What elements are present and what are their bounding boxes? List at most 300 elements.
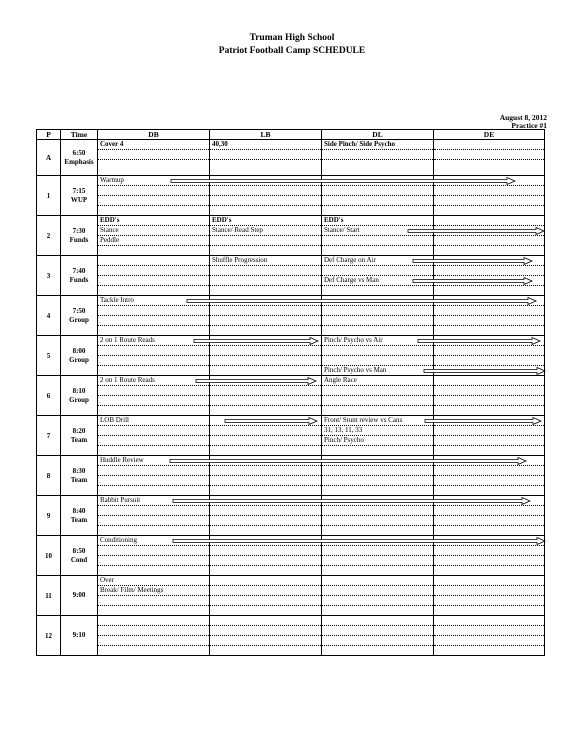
cell-line: 2 on 1 Route Reads (98, 336, 209, 346)
cell-line: Def Charge vs Man (322, 276, 433, 286)
cell-line: Stance/ Read Step (210, 226, 321, 236)
cell-line (322, 566, 433, 575)
cell-line (210, 486, 321, 495)
cell-line (322, 176, 433, 186)
col-header-dl: DL (322, 130, 434, 140)
cell-de (434, 176, 545, 216)
school-name: Truman High School (249, 33, 335, 43)
cell-line (434, 216, 544, 226)
cell-line (210, 196, 321, 206)
cell-line (434, 416, 544, 426)
cell-line (210, 546, 321, 556)
cell-line (322, 526, 433, 535)
cell-de (434, 296, 545, 336)
cell-line (322, 616, 433, 626)
cell-line (210, 446, 321, 455)
period-cell: 7 (37, 416, 61, 456)
practice-number: Practice #1 (511, 121, 547, 130)
cell-line (98, 346, 209, 356)
cell-line (210, 496, 321, 506)
table-row (37, 216, 545, 256)
cell-line (210, 396, 321, 406)
cell-line (322, 476, 433, 486)
table-row (37, 376, 545, 416)
cell-line (434, 150, 544, 160)
cell-line (210, 596, 321, 606)
cell-line (434, 566, 544, 575)
time-value: 7:40 (72, 266, 86, 275)
cell-line (210, 336, 321, 346)
col-header-lb: LB (210, 130, 322, 140)
cell-line (210, 326, 321, 335)
table-row (37, 140, 545, 176)
cell-de (434, 536, 545, 576)
time-label: Funds (69, 235, 89, 244)
cell-line (434, 486, 544, 495)
table-row (37, 176, 545, 216)
cell-line (434, 346, 544, 356)
cell-line (98, 616, 209, 626)
cell-line (210, 616, 321, 626)
cell-line (98, 546, 209, 556)
cell-line (434, 536, 544, 546)
cell-line (98, 316, 209, 326)
cell-line (210, 376, 321, 386)
cell-db (98, 496, 210, 536)
cell-line (210, 576, 321, 586)
cell-line (434, 306, 544, 316)
cell-line: 31, 13, 11, 33 (322, 426, 433, 436)
cell-lb (210, 336, 322, 376)
cell-line: Front/ Stunt review vs Cans (322, 416, 433, 426)
cell-line: Huddle Review (98, 456, 209, 466)
table-row (37, 416, 545, 456)
period-cell: 11 (37, 576, 61, 616)
cell-line: Stance/ Start (322, 226, 433, 236)
cell-line (322, 556, 433, 566)
cell-line (98, 386, 209, 396)
cell-line (98, 636, 209, 646)
cell-line (210, 536, 321, 546)
cell-line (434, 186, 544, 196)
cell-line (322, 596, 433, 606)
cell-line (210, 426, 321, 436)
cell-line (322, 606, 433, 615)
cell-line (322, 206, 433, 215)
time-cell (61, 216, 98, 256)
table-row (37, 616, 545, 656)
table-row (37, 336, 545, 376)
time-value: 8:40 (72, 506, 86, 515)
cell-de (434, 140, 545, 176)
cell-line (98, 556, 209, 566)
cell-lb (210, 216, 322, 256)
period-cell: 10 (37, 536, 61, 576)
cell-line: Peddle (98, 236, 209, 246)
cell-lb (210, 176, 322, 216)
cell-line (98, 306, 209, 316)
cell-line: EDD's (322, 216, 433, 226)
cell-line (210, 316, 321, 326)
period-cell: 9 (37, 496, 61, 536)
time-value: 7:15 (72, 186, 86, 195)
cell-db (98, 416, 210, 456)
cell-line (210, 516, 321, 526)
cell-line (210, 406, 321, 415)
cell-dl (322, 176, 434, 216)
cell-db (98, 576, 210, 616)
cell-line (434, 336, 544, 346)
cell-lb (210, 296, 322, 336)
cell-de (434, 416, 545, 456)
cell-de (434, 576, 545, 616)
time-cell (61, 536, 98, 576)
col-header-de: DE (434, 130, 545, 140)
cell-db (98, 176, 210, 216)
cell-line: Pinch/ Psycho vs Man (324, 366, 387, 374)
time-label: Cond (70, 555, 88, 564)
cell-line (434, 406, 544, 415)
cell-line (322, 456, 433, 466)
period-cell: 2 (37, 216, 61, 256)
cell-db (98, 296, 210, 336)
cell-line (210, 456, 321, 466)
time-label: Group (69, 355, 89, 364)
cell-line: LOB Drill (98, 416, 209, 426)
cell-line (210, 366, 321, 375)
cell-lb (210, 616, 322, 656)
cell-line (322, 236, 433, 246)
cell-line: EDD's (210, 216, 321, 226)
cell-line (98, 196, 209, 206)
cell-line (98, 246, 209, 255)
cell-line (322, 346, 433, 356)
cell-line (98, 646, 209, 655)
cell-line (98, 486, 209, 495)
cell-db (98, 336, 210, 376)
cell-line (210, 566, 321, 575)
time-label: Team (70, 475, 88, 484)
cell-line (322, 506, 433, 516)
period-cell: 8 (37, 456, 61, 496)
cell-line (322, 246, 433, 255)
time-value: 8:30 (72, 466, 86, 475)
cell-line (98, 396, 209, 406)
cell-line (210, 296, 321, 306)
cell-line (98, 566, 209, 575)
cell-line (434, 356, 544, 366)
col-header-db: DB (98, 130, 210, 140)
cell-line (322, 386, 433, 396)
cell-line: Cover 4 (98, 140, 209, 150)
cell-db (98, 536, 210, 576)
cell-line (98, 596, 209, 606)
cell-lb (210, 416, 322, 456)
cell-line (98, 276, 209, 286)
cell-de (434, 216, 545, 256)
cell-line (322, 626, 433, 636)
cell-line (434, 576, 544, 586)
cell-line (98, 606, 209, 615)
cell-line (322, 516, 433, 526)
cell-de (434, 616, 545, 656)
cell-line (434, 276, 544, 286)
cell-line: Pinch/ Psycho (322, 436, 433, 446)
time-cell (61, 376, 98, 416)
cell-line (434, 386, 544, 396)
cell-line (434, 246, 544, 255)
cell-line (322, 196, 433, 206)
col-header-time: Time (61, 130, 98, 140)
cell-line (210, 276, 321, 286)
cell-line (322, 160, 433, 169)
period-cell: 6 (37, 376, 61, 416)
time-label: Emphasis (64, 157, 94, 166)
cell-de (434, 496, 545, 536)
period-cell: 5 (37, 336, 61, 376)
table-row (37, 576, 545, 616)
cell-line (322, 186, 433, 196)
cell-line (322, 636, 433, 646)
time-value: 8:20 (72, 426, 86, 435)
cell-line (98, 436, 209, 446)
cell-line (322, 266, 433, 276)
cell-line (210, 466, 321, 476)
cell-line (98, 426, 209, 436)
cell-line (322, 486, 433, 495)
cell-line (322, 546, 433, 556)
cell-line (98, 506, 209, 516)
cell-line (322, 406, 433, 415)
cell-line (322, 466, 433, 476)
cell-de (434, 256, 545, 296)
cell-line (210, 526, 321, 535)
table-row (37, 296, 545, 336)
cell-line (98, 186, 209, 196)
period-cell: A (37, 140, 61, 176)
cell-line (210, 206, 321, 215)
cell-line: Pinch/ Psycho vs Air (322, 336, 433, 346)
cell-line (322, 296, 433, 306)
time-cell (61, 496, 98, 536)
cell-line (434, 196, 544, 206)
cell-line (98, 626, 209, 636)
cell-line (98, 516, 209, 526)
cell-lb (210, 140, 322, 176)
cell-line (210, 636, 321, 646)
time-label: Funds (69, 275, 89, 284)
cell-line (434, 516, 544, 526)
cell-line: 40,30 (210, 140, 321, 150)
cell-line (210, 186, 321, 196)
time-value: 9:10 (72, 631, 86, 639)
cell-line (322, 286, 433, 295)
time-value: 8:10 (72, 386, 86, 395)
period-cell: 4 (37, 296, 61, 336)
cell-line (210, 176, 321, 186)
cell-line (210, 266, 321, 276)
cell-line (210, 150, 321, 160)
cell-line: Warmup (98, 176, 209, 186)
cell-dl (322, 376, 434, 416)
cell-line (434, 626, 544, 636)
time-cell (61, 576, 98, 616)
cell-lb (210, 576, 322, 616)
table-row (37, 496, 545, 536)
cell-de (434, 456, 545, 496)
time-value: 8:00 (72, 346, 86, 355)
cell-dl (322, 216, 434, 256)
cell-line (322, 646, 433, 655)
cell-dl (322, 496, 434, 536)
cell-db (98, 376, 210, 416)
cell-line (434, 140, 544, 150)
cell-line (434, 226, 544, 236)
schedule-date: August 8, 2012 (499, 113, 547, 122)
cell-line (434, 606, 544, 615)
time-cell (61, 140, 98, 176)
time-label: WUP (70, 195, 88, 204)
cell-dl (322, 536, 434, 576)
period-cell: 3 (37, 256, 61, 296)
cell-line (98, 366, 209, 375)
cell-line (322, 396, 433, 406)
cell-line (322, 446, 433, 455)
cell-line: Over (98, 576, 209, 586)
cell-line (210, 506, 321, 516)
cell-line (98, 326, 209, 335)
cell-line (210, 286, 321, 295)
cell-line (434, 546, 544, 556)
cell-line (434, 176, 544, 186)
cell-de (434, 336, 545, 376)
cell-line (322, 496, 433, 506)
cell-line: Rabbit Pursuit (98, 496, 209, 506)
cell-line (322, 316, 433, 326)
cell-line (434, 256, 544, 266)
time-cell (61, 256, 98, 296)
cell-line (322, 576, 433, 586)
time-cell (61, 336, 98, 376)
cell-line (98, 206, 209, 215)
cell-line (434, 236, 544, 246)
cell-line (434, 446, 544, 455)
cell-line: Def Charge on Air (322, 256, 433, 266)
time-value: 7:30 (72, 226, 86, 235)
cell-line (434, 296, 544, 306)
cell-lb (210, 536, 322, 576)
table-row (37, 536, 545, 576)
cell-lb (210, 496, 322, 536)
cell-line: EDD's (98, 216, 209, 226)
cell-line (98, 526, 209, 535)
cell-line (434, 586, 544, 596)
cell-line (98, 150, 209, 160)
cell-line (434, 436, 544, 446)
cell-line: Tackle Intro (98, 296, 209, 306)
time-value: 8:50 (72, 546, 86, 555)
cell-line (434, 206, 544, 215)
time-label: Team (70, 515, 88, 524)
cell-dl (322, 416, 434, 456)
cell-line (210, 646, 321, 655)
time-cell (61, 616, 98, 656)
cell-lb (210, 376, 322, 416)
cell-line (210, 306, 321, 316)
cell-line (210, 586, 321, 596)
cell-lb (210, 256, 322, 296)
cell-line (98, 286, 209, 295)
cell-line: Break/ Film/ Meetings (98, 586, 209, 596)
time-cell (61, 456, 98, 496)
cell-line: 2 on 1 Route Reads (98, 376, 209, 386)
cell-line (210, 160, 321, 169)
cell-dl (322, 576, 434, 616)
cell-dl (322, 616, 434, 656)
cell-line (210, 356, 321, 366)
cell-line (434, 646, 544, 655)
cell-line: Conditioning (98, 536, 209, 546)
cell-line (98, 466, 209, 476)
cell-db (98, 256, 210, 296)
table-row (37, 456, 545, 496)
cell-line (322, 536, 433, 546)
cell-line (210, 606, 321, 615)
cell-dl (322, 140, 434, 176)
cell-line (434, 286, 544, 295)
cell-line (434, 496, 544, 506)
cell-dl (322, 296, 434, 336)
cell-line (434, 596, 544, 606)
cell-line (210, 346, 321, 356)
time-cell (61, 296, 98, 336)
cell-line (434, 316, 544, 326)
time-label: Group (69, 395, 89, 404)
cell-line (434, 160, 544, 169)
cell-de (434, 376, 545, 416)
cell-line (322, 356, 433, 366)
period-cell: 12 (37, 616, 61, 656)
table-row (37, 256, 545, 296)
cell-line (210, 556, 321, 566)
cell-line (210, 386, 321, 396)
cell-db (98, 216, 210, 256)
cell-dl (322, 336, 434, 376)
cell-line (434, 326, 544, 335)
cell-db (98, 616, 210, 656)
cell-line (434, 376, 544, 386)
cell-line: Stance (98, 226, 209, 236)
cell-line (98, 160, 209, 169)
time-label: Team (70, 435, 88, 444)
schedule-table (36, 129, 545, 656)
cell-line (98, 476, 209, 486)
cell-line (434, 396, 544, 406)
cell-line (210, 626, 321, 636)
cell-line (98, 406, 209, 415)
cell-line (434, 456, 544, 466)
cell-db (98, 456, 210, 496)
cell-line (322, 150, 433, 160)
cell-line (210, 436, 321, 446)
period-cell: 1 (37, 176, 61, 216)
time-value: 6:50 (72, 148, 86, 157)
cell-line (434, 466, 544, 476)
cell-line (434, 526, 544, 535)
cell-dl (322, 256, 434, 296)
cell-line (434, 366, 544, 375)
cell-line (434, 636, 544, 646)
